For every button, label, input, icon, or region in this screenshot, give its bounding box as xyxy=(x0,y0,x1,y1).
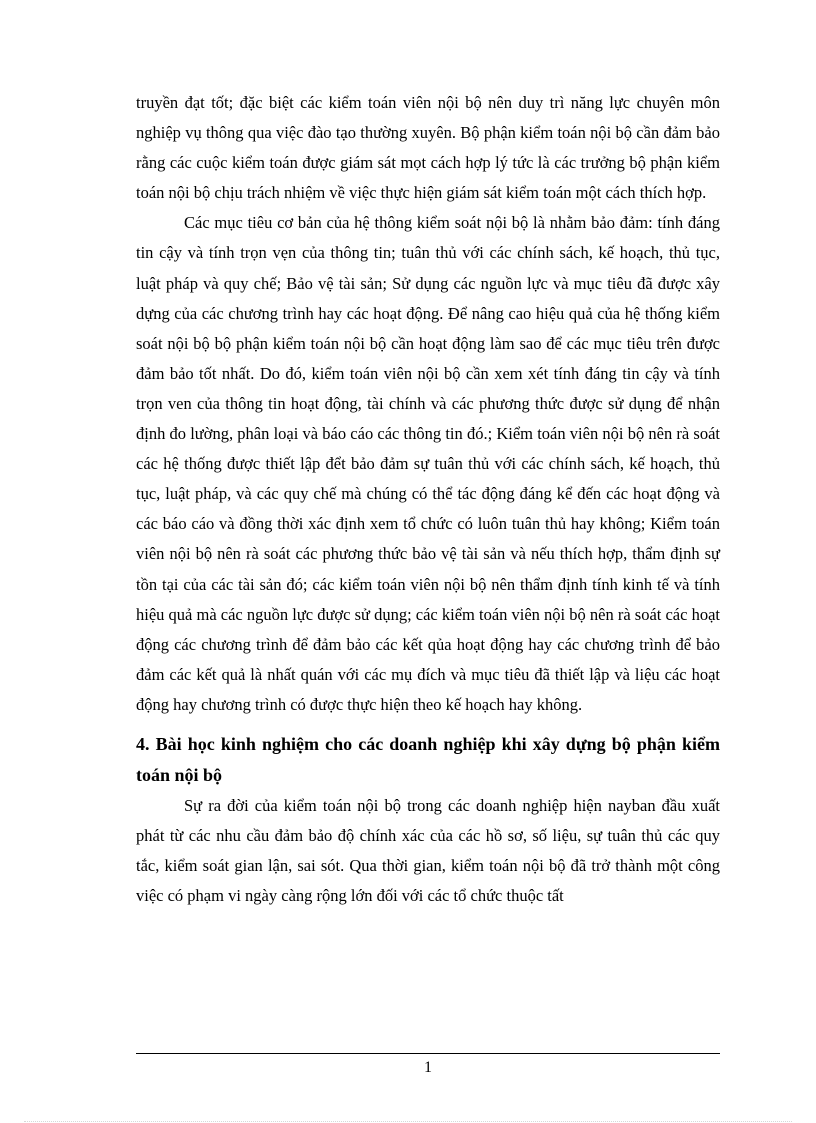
section-paragraph: Sự ra đời của kiểm toán nội bộ trong các doanh nghiệp hiện nayban đầu xuất phát từ các nhu cầu đảm bảo độ chính xác của các hồ sơ, số liệu, sự tuân thủ các quy tắc, kiểm soát gian lận, sai sót. Qua thời gian, kiểm toán nội bộ đã trở thành một công việc có phạm vi ngày càng rộng lớn đối với các tổ chức thuộc tất xyxy=(136,795,720,906)
page-number: 1 xyxy=(424,1059,432,1076)
section-heading: 4. Bài học kinh nghiệm cho các doanh nghiệp khi xây dựng bộ phận kiểm toán nội bộ xyxy=(136,733,720,785)
body-paragraph: Các mục tiêu cơ bản của hệ thông kiểm soát nội bộ là nhằm bảo đảm: tính đáng tin cậy và tính trọn vẹn của thông tin; tuân thủ với các chính sách, kế hoạch, thủ tục, luật pháp và quy chế; Bảo vệ tài sản; Sử dụng các nguồn lực và mục tiêu đã được xây dựng của các chương trình hay các hoạt động. Để nâng cao hiệu quả của hệ thống kiểm soát nội bộ bộ phận kiểm toán nội bộ cần hoạt động làm sao để các mục tiêu trên được đảm bảo tốt nhất. Do đó, kiểm toán viên nội bộ cần xem xét tính đáng tin cậy và tính trọn ven của thông tin hoạt động, tài chính và các phương thức được sử dụng để nhận định đo lường, phân loại và báo cáo các thông tin đó.; Kiểm toán viên nội bộ nên rà soát các hệ thống được thiết lập đểt bảo đảm sự tuân thủ với các chính sách, kế hoạch, thủ tục, luật pháp, và các quy chế mà chúng có thể tác động đáng kể đến các hoạt động và các báo cáo và đồng thời xác định xem tổ chức có luôn tuân thủ hay không; Kiểm toán viên nội bộ nên rà soát các phương thức bảo vệ tài sản và nếu thích hợp, thẩm định sự tồn tại của các tài sản đó; các kiểm toán viên nội bộ nên thẩm định tính kinh tế và tính hiệu quả mà các nguồn lực được sử dụng; các kiểm toán viên nội bộ nên rà soát các hoạt động các chương trình để đảm bảo các kết qủa hoạt động hay các chương trình để bảo đảm các kết quả là nhất quán với các mụ đích và mục tiêu đã thiết lập và liệu các hoạt động hay chương trình có được thực hiện theo kế hoạch hay không. xyxy=(136,213,720,714)
page-edge-divider xyxy=(24,1121,792,1122)
document-body xyxy=(136,88,720,911)
body-paragraph: truyền đạt tốt; đặc biệt các kiểm toán viên nội bộ nên duy trì năng lực chuyên môn nghiệp vụ thông qua việc đào tạo thường xuyên. Bộ phận kiểm toán nội bộ cần đảm bảo rằng các cuộc kiểm toán được giám sát mọt cách hợp lý tức là các trưởng bộ phận kiểm toán nội bộ chịu trách nhiệm về việc thực hiện giám sát kiểm toán một cách thích hợp. xyxy=(136,93,720,203)
footer-divider xyxy=(136,1053,720,1054)
